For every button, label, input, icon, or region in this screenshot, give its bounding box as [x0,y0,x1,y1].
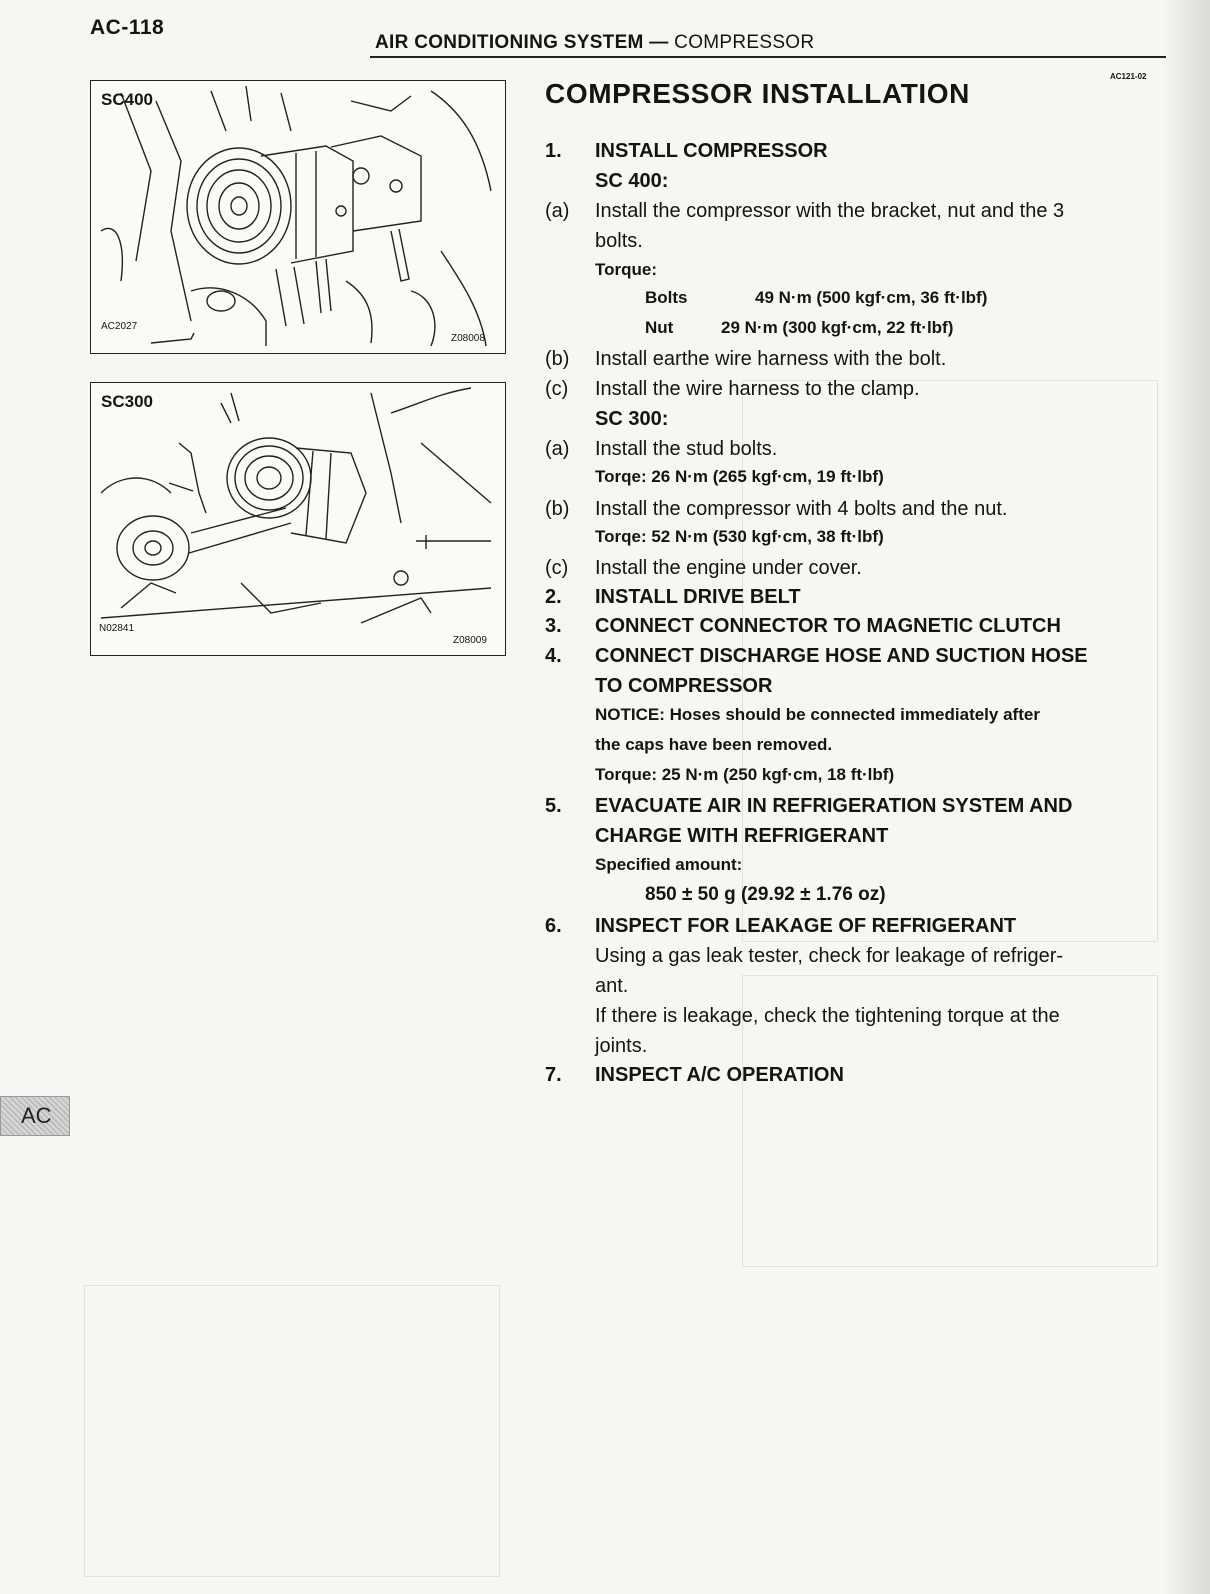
page-id: AC-118 [90,16,165,39]
step-title: INSTALL COMPRESSOR [595,140,828,162]
substep-c2 [545,557,862,580]
running-head [375,32,814,54]
substep-text: Install the compressor with the bracket, nut and the 3 [595,200,1065,222]
torque-item-label: Bolts [645,288,688,307]
step-number: 7. [545,1064,562,1086]
paragraph-text: ant. [595,975,629,997]
paragraph-text: joints. [595,1035,648,1057]
substep-b2 [545,498,1008,521]
figure-sc300 [90,382,506,656]
step-title: CHARGE WITH REFRIGERANT [595,825,889,847]
step-title: CONNECT CONNECTOR TO MAGNETIC CLUTCH [595,615,1061,637]
figure-code-right: Z08008 [451,333,485,344]
substep-text: Install the engine under cover. [595,557,862,579]
bleed-through-panel [84,1285,500,1577]
step-2 [545,586,801,609]
torque-item-value: 29 N·m (300 kgf·cm, 22 ft·lbf) [721,318,954,337]
step-number: 5. [545,795,562,817]
substep-label: (b) [545,348,570,370]
substep-text: Install the compressor with 4 bolts and the nut. [595,498,1008,520]
torque-label-text: Torque: [595,260,658,279]
running-head-sub: COMPRESSOR [674,32,815,53]
figure-sc400 [90,80,506,354]
figure-code-right: Z08009 [453,635,487,646]
step-title: CONNECT DISCHARGE HOSE AND SUCTION HOSE [595,645,1088,667]
substep-label: (a) [545,438,570,460]
step-6 [545,915,1017,938]
model-heading: SC 400: [595,170,669,192]
running-head-separator: — [643,32,675,53]
step-1 [545,140,828,163]
step-title: TO COMPRESSOR [595,675,773,697]
paragraph-text: If there is leakage, check the tightening torque at the [595,1005,1060,1027]
substep-label: (a) [545,200,570,222]
substep-text: Install earthe wire harness with the bolt. [595,348,947,370]
notice-text: the caps have been removed. [595,735,833,754]
step-title: INSPECT FOR LEAKAGE OF REFRIGERANT [595,915,1017,937]
reference-code: AC121-02 [1110,72,1147,81]
paragraph-text: Using a gas leak tester, check for leakage of refriger- [595,945,1064,967]
step-title: EVACUATE AIR IN REFRIGERATION SYSTEM AND [595,795,1073,817]
step-number: 4. [545,645,562,667]
substep-c1 [545,378,920,401]
step-number: 1. [545,140,562,162]
section-tab-label: AC [21,1103,52,1128]
compressor-illustration-sc300 [91,383,505,655]
header-rule [370,56,1166,58]
torque-spec: Torqe: 52 N·m (530 kgf·cm, 38 ft·lbf) [595,527,884,546]
substep-text: Install the stud bolts. [595,438,778,460]
substep-a1 [545,200,1065,223]
substep-label: (c) [545,557,569,579]
substep-b1 [545,348,947,371]
figure-code-left: AC2027 [101,321,138,332]
step-7 [545,1064,844,1087]
substep-a2 [545,438,778,461]
step-number: 6. [545,915,562,937]
torque-item-value: 49 N·m (500 kgf·cm, 36 ft·lbf) [755,288,988,307]
substep-label: (b) [545,498,570,520]
section-tab-ac [0,1096,70,1136]
step-number: 2. [545,586,562,608]
substep-text: bolts. [595,230,643,252]
spec-value-text: 850 ± 50 g (29.92 ± 1.76 oz) [645,884,886,905]
figure-title: SC300 [101,392,153,411]
step-number: 3. [545,615,562,637]
compressor-illustration-sc400 [91,81,505,353]
step-title: INSPECT A/C OPERATION [595,1064,844,1086]
torque-spec: Torque: 25 N·m (250 kgf·cm, 18 ft·lbf) [595,765,895,784]
figure-code-left: N02841 [99,623,135,634]
spec-label-text: Specified amount: [595,855,743,874]
torque-item-label: Nut [645,318,674,337]
notice-text: NOTICE: Hoses should be connected immediately after [595,705,1040,724]
section-title: COMPRESSOR INSTALLATION [545,78,970,109]
torque-spec: Torqe: 26 N·m (265 kgf·cm, 19 ft·lbf) [595,467,884,486]
substep-text: Install the wire harness to the clamp. [595,378,920,400]
figure-title: SC400 [101,90,153,109]
step-3 [545,615,1061,638]
page-edge-shadow [1164,0,1210,1594]
substep-label: (c) [545,378,569,400]
step-4 [545,645,1088,668]
running-head-main: AIR CONDITIONING SYSTEM [375,32,644,53]
step-5 [545,795,1073,818]
step-title: INSTALL DRIVE BELT [595,586,801,608]
model-heading: SC 300: [595,408,669,430]
